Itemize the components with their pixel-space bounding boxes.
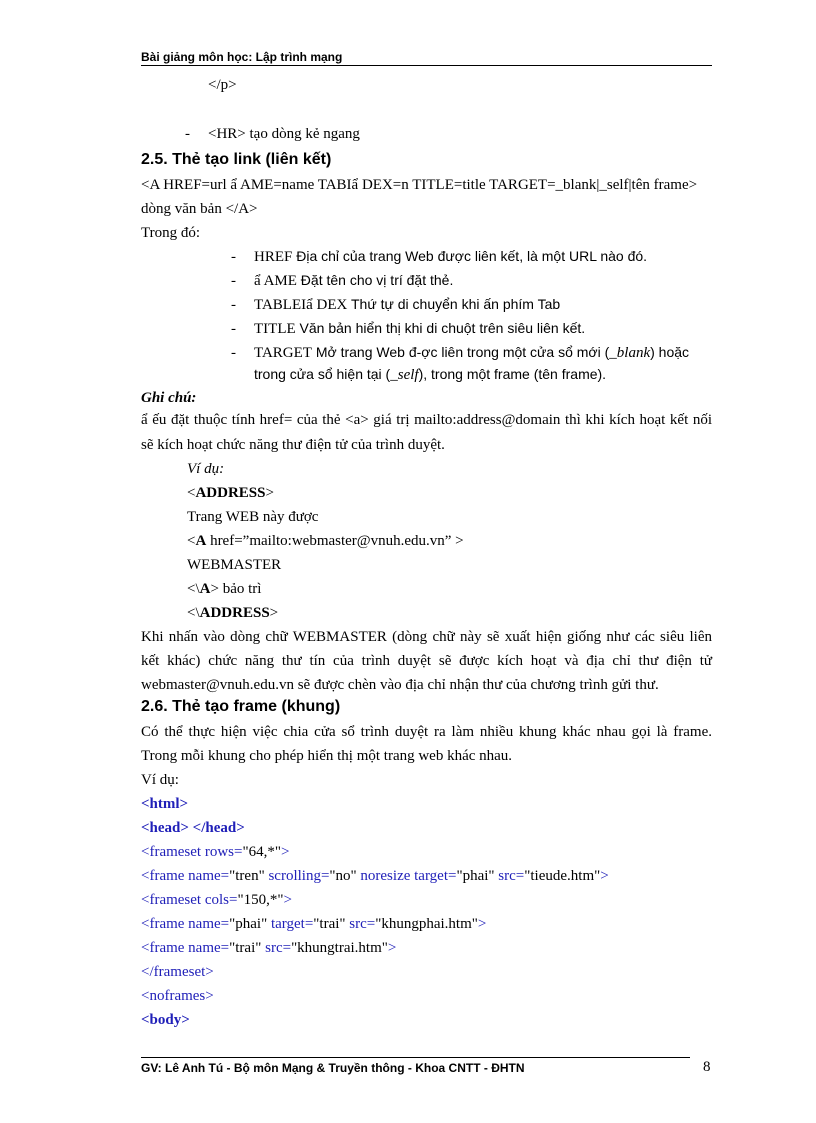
code-attr: scrolling= [264,868,330,884]
list-dash: - [231,321,236,337]
note-line-1: ẩ ếu đặt thuộc tính href= của thẻ <a> giá trị mailto:address@domain thì khi kích hoạt kết nối [141,412,712,428]
frame-example-label: Ví dụ: [141,772,179,788]
tag-name: A [199,581,211,597]
section-2-6-heading: 2.6. Thẻ tạo frame (khung) [141,698,341,715]
attr-desc: Đặt tên cho vị trí đặt thẻ. [296,272,454,288]
note-line-2: sẽ kích hoạt chức năng thư điện tử của trình duyệt. [141,437,445,453]
footer-rule [141,1057,690,1058]
gt: > [265,485,274,501]
tag-name: ADDRESS [195,485,266,501]
trong-do-label: Trong đó: [141,225,201,241]
code-html: <html> [141,796,189,812]
attribute-row-name [254,272,453,290]
code-attr: target= [267,916,314,932]
code-attr: src= [494,868,525,884]
href-attr: href=”mailto:webmaster@vnuh.edu.vn” > [206,533,464,549]
example-line-anchor [187,532,464,550]
code-frame-tren [141,867,609,885]
code-attr: src= [261,940,292,956]
attribute-row-target [254,344,689,362]
tag-name: ADDRESS [199,605,270,621]
attr-desc: Văn bản hiển thị khi di chuột trên siêu liên kết. [295,320,586,336]
attr-desc: Thứ tự di chuyển khi ấn phím Tab [347,296,561,312]
example-line-address-close [187,604,278,622]
lt: < [187,485,196,501]
code-attr: src= [345,916,376,932]
code-value: "tieude.htm" [524,868,601,884]
code-gt: > [280,844,290,860]
code-gt: > [283,892,292,908]
attr-key: TITLE [254,321,296,337]
code-value: "khungphai.htm" [375,916,478,932]
attribute-row-title [254,320,585,338]
blank-value: _blank [609,345,651,361]
code-gt: > [477,916,487,932]
lt: < [187,533,196,549]
page-number: 8 [703,1059,711,1075]
section-2-5-heading: 2.5. Thẻ tạo link (liên kết) [141,151,332,168]
link-syntax-line-1: <A HREF=url ẩ AME=name TABIẩ DEX=n TITLE=title TARGET=_blank|_self|tên frame> [141,177,698,193]
example-line-address-open [187,484,274,502]
code-value: "phai" [229,916,268,932]
code-value: "150,*" [237,892,284,908]
attr-key: ẩ AME [254,273,297,289]
gt: > [269,605,279,621]
attr-key: HREF [254,249,293,265]
code-value: "trai" [313,916,346,932]
list-dash: - [231,249,236,265]
code-attr: noresize target= [356,868,457,884]
code-noframes: <noframes> [141,988,214,1004]
code-frameset-rows [141,843,289,861]
code-gt: > [387,940,397,956]
attr-desc-cont: ), trong một frame (tên frame). [418,366,607,382]
code-gt: > [600,868,609,884]
example-line-text: Trang WEB này được [187,509,319,525]
code-value: "tren" [229,868,265,884]
explain-line-1: Khi nhấn vào dòng chữ WEBMASTER (dòng chữ này sẽ xuất hiện giống như các siêu liên [141,629,712,645]
code-tag: <frame name= [141,916,230,932]
attr-key: TARGET [254,345,312,361]
attribute-row-target-cont [254,366,606,384]
code-tag: <frame name= [141,940,230,956]
code-value: "trai" [229,940,262,956]
example-label: Ví dụ: [187,461,225,477]
header-rule [141,65,712,66]
tag-name: A [195,533,207,549]
example-line-webmaster: WEBMASTER [187,557,282,573]
attr-desc: Mở trang Web đ-ợc liên trong một cửa sổ mới ( [311,344,610,360]
code-body: <body> [141,1012,190,1028]
attr-desc: trong cửa sổ hiện tại ( [254,366,391,382]
code-value: "no" [329,868,357,884]
code-value: "phai" [456,868,495,884]
attr-desc-cont: ) hoặc [650,344,690,360]
hr-description: <HR> tạo dòng kẻ ngang [208,126,360,142]
lt: <\ [187,581,200,597]
code-frameset-close: </frameset> [141,964,214,980]
page-footer-text: GV: Lê Anh Tú - Bộ môn Mạng & Truyền thông - Khoa CNTT - ĐHTN [141,1061,525,1075]
list-dash: - [231,273,236,289]
note-label: Ghi chú: [141,390,197,406]
frame-para-line-2: Trong mỗi khung cho phép hiển thị một trang web khác nhau. [141,748,513,764]
list-dash: - [185,126,190,142]
code-frameset-cols [141,891,292,909]
code-value: "64,*" [242,844,281,860]
code-tag: <frameset cols= [141,892,238,908]
attr-key: TABLEIẩ DEX [254,297,348,313]
page-header-title: Bài giảng môn học: Lập trình mạng [141,50,343,64]
code-frame-trai [141,939,396,957]
attr-desc: Địa chỉ của trang Web được liên kết, là một URL nào đó. [292,248,648,264]
attribute-row-href [254,248,647,266]
list-dash: - [231,345,236,361]
code-tag: <frame name= [141,868,230,884]
list-dash: - [231,297,236,313]
frame-para-line-1: Có thể thực hiện việc chia cửa sổ trình duyệt ra làm nhiều khung khác nhau gọi là frame. [141,724,712,740]
link-syntax-line-2: dòng văn bản </A> [141,201,258,217]
anchor-rest: > bảo trì [210,581,262,597]
self-value: _self [390,367,419,383]
explain-line-3: webmaster@vnuh.edu.vn sẽ được chèn vào địa chỉ nhận thư của chương trình gửi thư. [141,677,659,693]
lt: <\ [187,605,200,621]
close-p-tag: </p> [208,77,237,93]
example-line-anchor-close [187,580,261,598]
attribute-row-tabindex [254,296,560,314]
code-tag: <frameset rows= [141,844,243,860]
code-value: "khungtrai.htm" [291,940,388,956]
code-head: <head> </head> [141,820,245,836]
explain-line-2: kết khác) chức năng thư tín của trình duyệt sẽ được kích hoạt và địa chỉ thư điện tử [141,653,712,669]
code-frame-phai [141,915,486,933]
